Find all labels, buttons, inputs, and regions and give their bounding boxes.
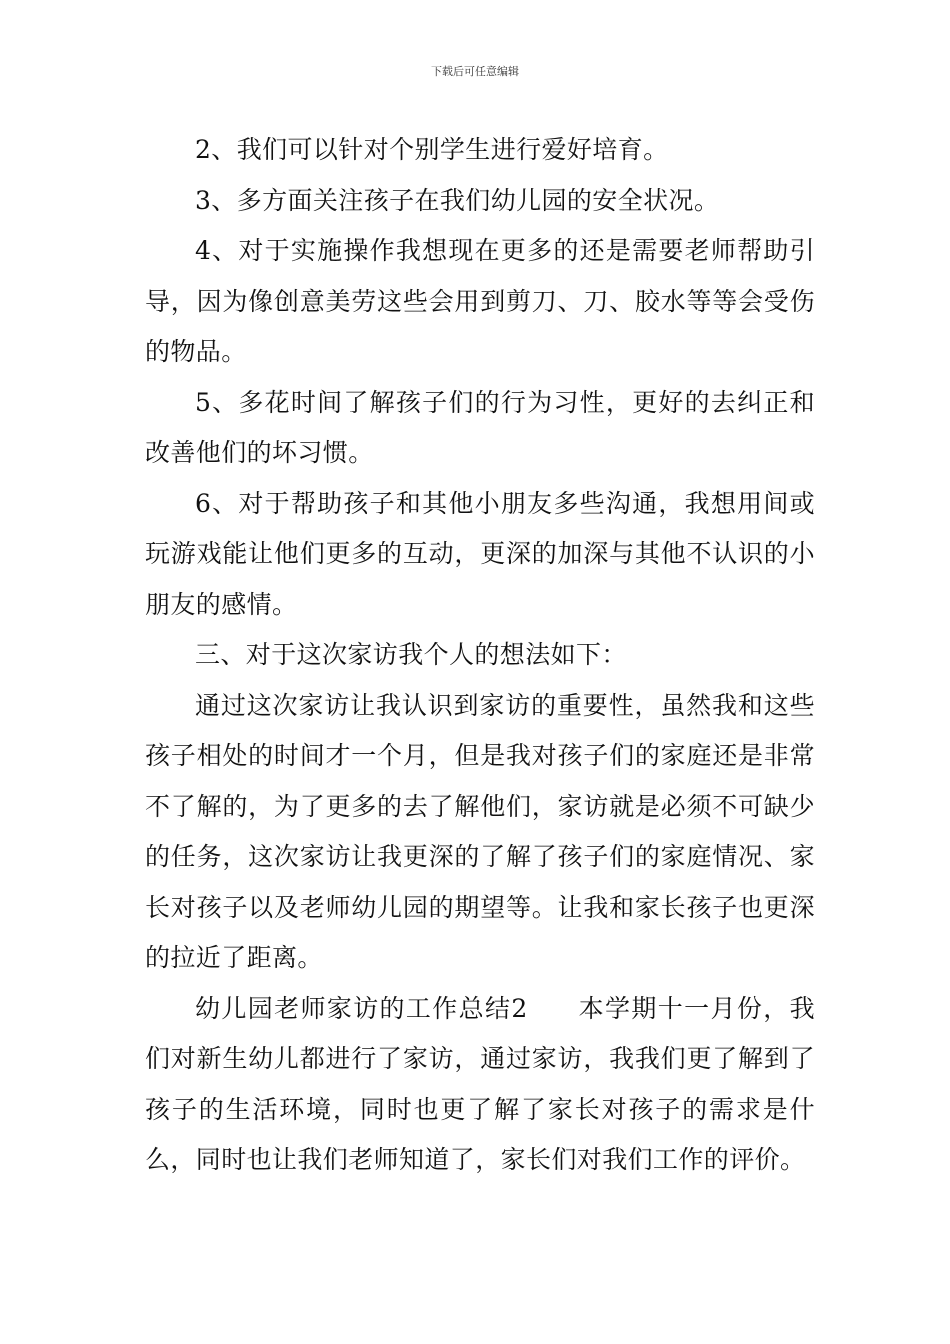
paragraph-item-3: 3、多方面关注孩子在我们幼儿园的安全状况。 — [195, 185, 720, 215]
document-body — [145, 125, 815, 1186]
page-header-note: 下载后可任意编辑 — [431, 65, 519, 78]
section2-title: 幼儿园老师家访的工作总结2 — [195, 993, 528, 1023]
paragraph-item-6: 6、对于帮助孩子和其他小朋友多些沟通，我想用间或玩游戏能让他们更多的互动，更深的加深与其他不认识的小朋友的感情。 — [145, 488, 815, 619]
section2-body: 本学期十一月份，我们对新生幼儿都进行了家访，通过家访，我我们更了解到了孩子的生活环境，同时也更了解了家长对孩子的需求是什么，同时也让我们老师知道了，家长们对我们工作的评价。 — [145, 993, 815, 1174]
paragraph-item-4: 4、对于实施操作我想现在更多的还是需要老师帮助引导，因为像创意美劳这些会用到剪刀、刀、胶水等等会受伤的物品。 — [145, 236, 815, 366]
section-heading-three: 三、对于这次家访我个人的想法如下： — [195, 640, 627, 669]
paragraph-reflection: 通过这次家访让我认识到家访的重要性，虽然我和这些孩子相处的时间才一个月，但是我对孩子们的家庭还是非常不了解的，为了更多的去了解他们，家访就是必须不可缺少的任务，这次家访让我更深的了解了孩子们的家庭情况、家长对孩子以及老师幼儿园的期望等。让我和家长孩子也更深的拉近了距离。 — [145, 690, 815, 972]
paragraph-section2 — [145, 984, 815, 1186]
paragraph-item-5: 5、多花时间了解孩子们的行为习性，更好的去纠正和改善他们的坏习惯。 — [145, 387, 815, 467]
paragraph-item-2: 2、我们可以针对个别学生进行爱好培育。 — [195, 135, 669, 164]
